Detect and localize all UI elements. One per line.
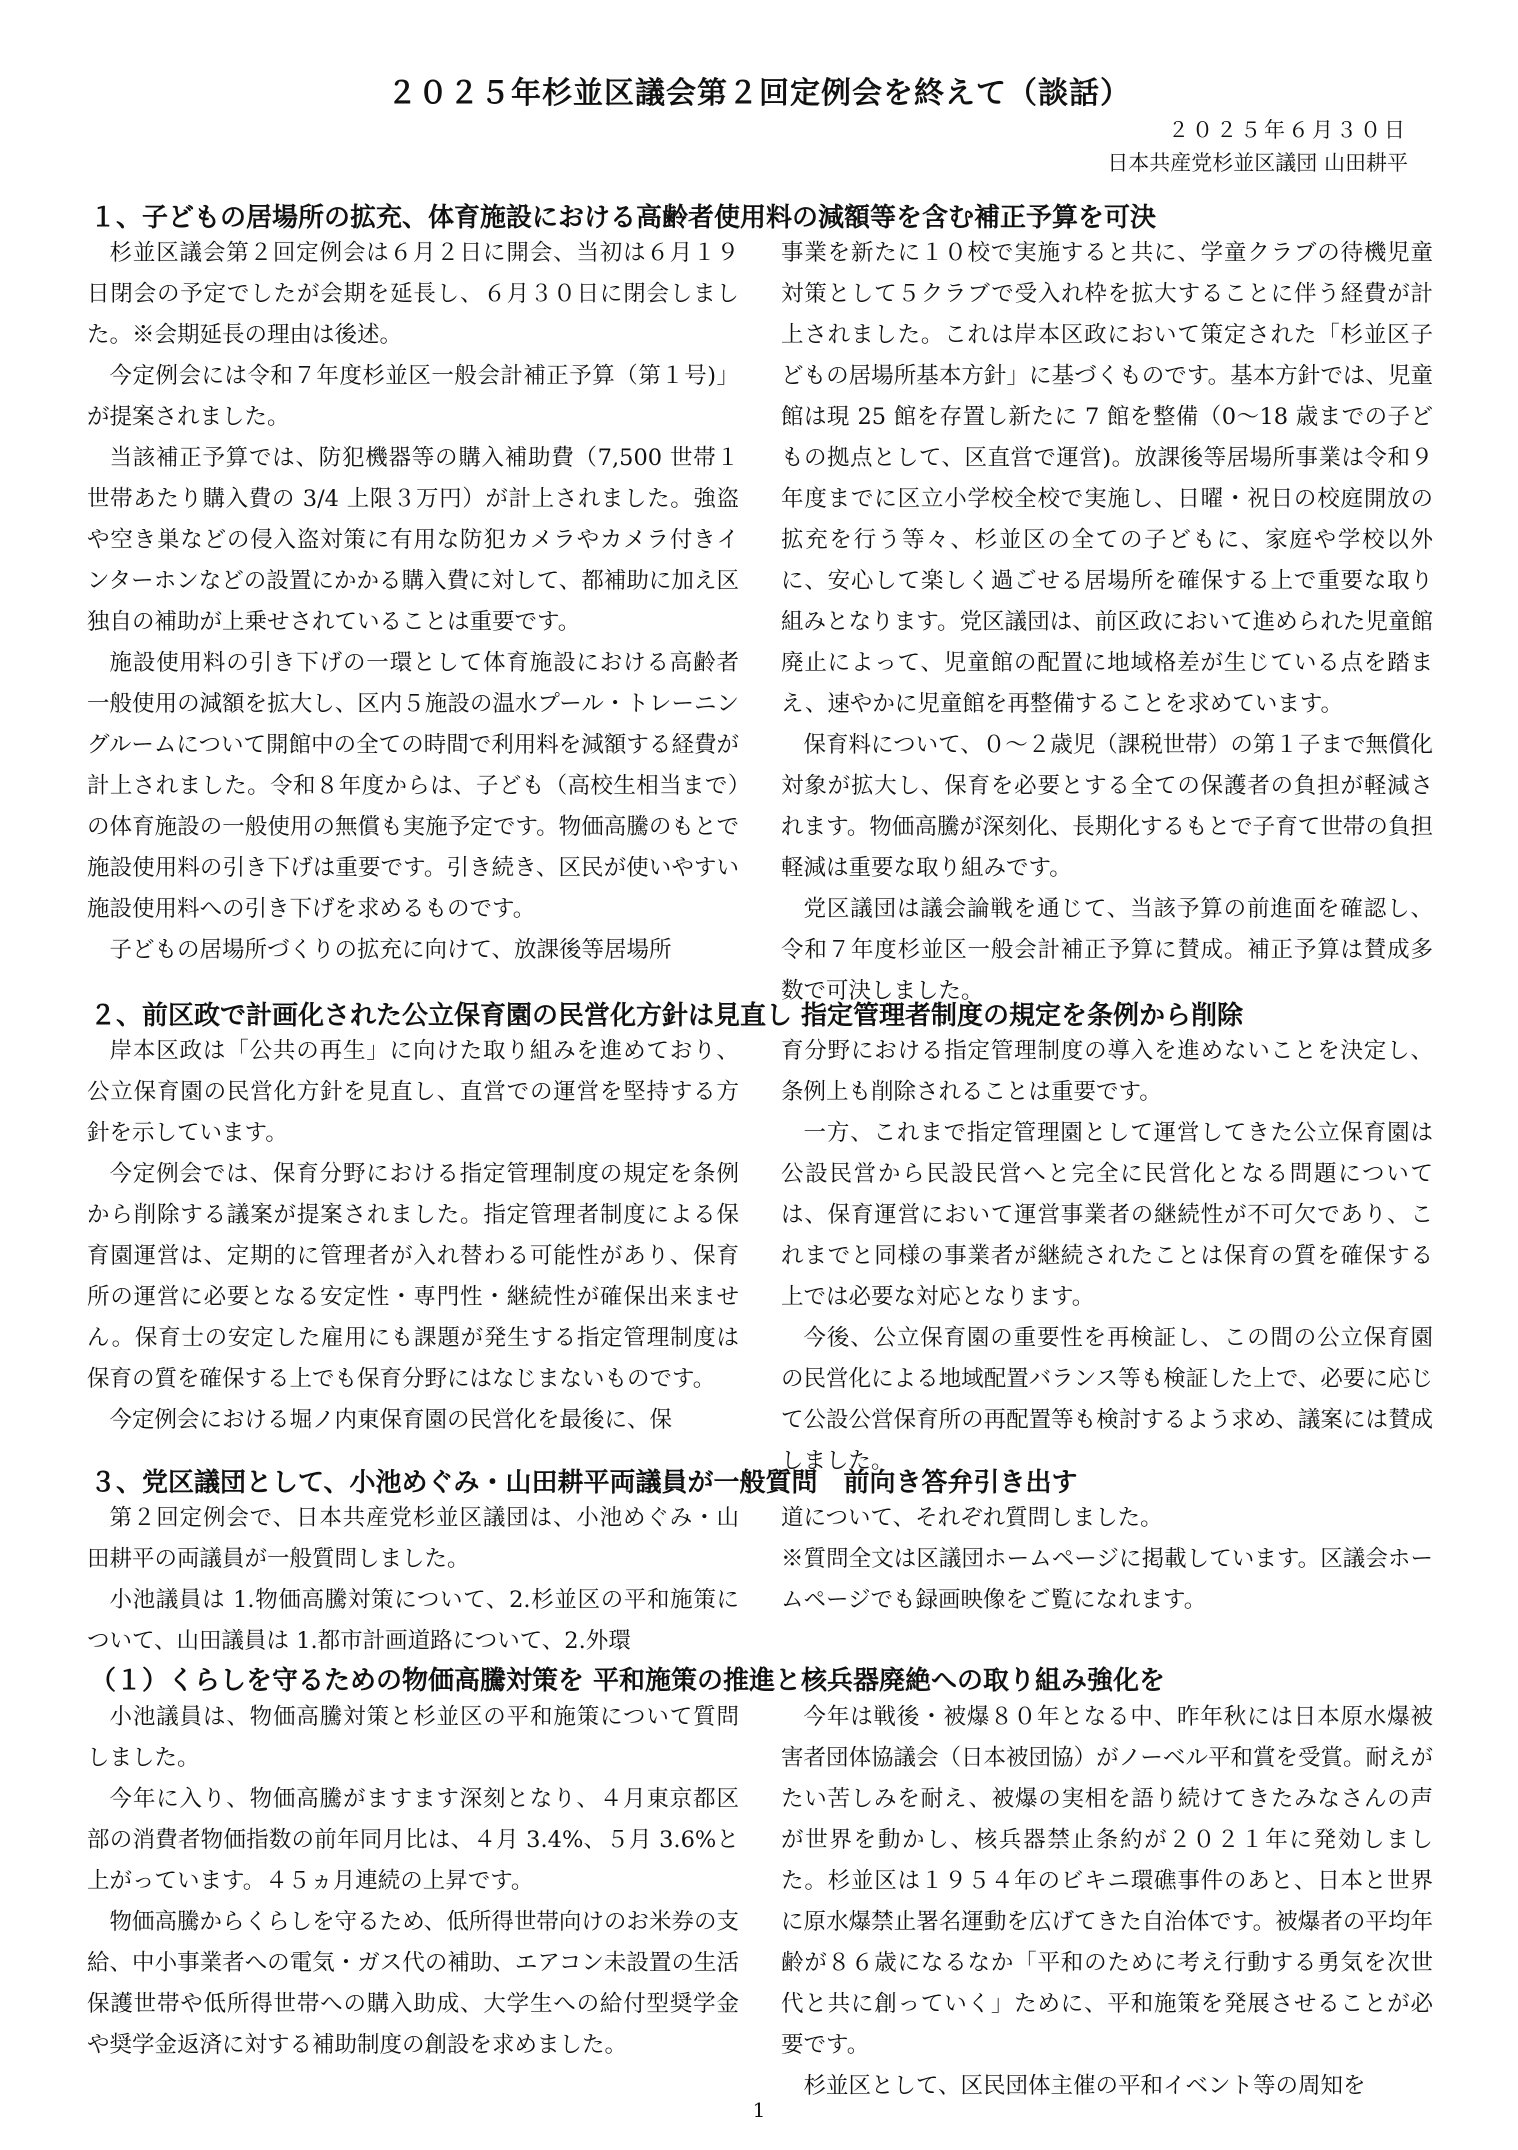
section-body-right — [781, 1498, 1433, 1621]
section-heading: １、子どもの居場所の拡充、体育施設における高齢者使用料の減額等を含む補正予算を可決 — [90, 203, 1157, 233]
section-body-left — [87, 233, 739, 971]
paragraph: 今定例会には令和７年度杉並区一般会計補正予算（第１号)」が提案されました。 — [87, 363, 739, 430]
document-title: ２０２５年杉並区議会第２回定例会を終えて（談話） — [387, 76, 1131, 111]
paragraph: 保育料について、０〜２歳児（課税世帯）の第１子まで無償化対象が拡大し、保育を必要とする全ての保護者の負担が軽減されます。物価高騰が深刻化、長期化するもとで子育て世帯の負担軽減は重要な取り組みです。 — [781, 732, 1433, 881]
section-body-right — [781, 233, 1433, 1012]
paragraph: 今年に入り、物価高騰がますます深刻となり、４月東京都区部の消費者物価指数の前年同月比は、４月 3.4%、５月 3.6%と上がっています。４５ヵ月連続の上昇です。 — [87, 1786, 739, 1894]
paragraph: 小池議員は、物価高騰対策と杉並区の平和施策について質問しました。 — [87, 1704, 739, 1771]
section-body-right — [781, 1031, 1433, 1482]
section-body-right — [781, 1697, 1433, 2107]
paragraph: 道について、それぞれ質問しました。 — [781, 1505, 1163, 1531]
section-body-left — [87, 1697, 739, 2066]
paragraph: 事業を新たに１０校で実施すると共に、学童クラブの待機児童対策として５クラブで受入れ枠を拡大することに伴う経費が計上されました。これは岸本区政において策定された「杉並区子どもの居場所基本方針」に基づくものです。基本方針では、児童館は現 25 館を存置し新たに 7 館を整備（0〜18 歳までの子どもの拠点として、区直営で運営)。放課後等居場所事業は令和９年度までに区立小学校全校で実施し、日曜・祝日の校庭開放の拡充を行う等々、杉並区の全ての子どもに、家庭や学校以外に、安心して楽しく過ごせる居場所を確保する上で重要な取り組みとなります。党区議団は、前区政において進められた児童館廃止によって、児童館の配置に地域格差が生じている点を踏まえ、速やかに児童館を再整備することを求めています。 — [781, 240, 1433, 717]
document-author: 日本共産党杉並区議団 山田耕平 — [1107, 151, 1408, 175]
paragraph: 杉並区議会第２回定例会は６月２日に開会、当初は６月１９日閉会の予定でしたが会期を延長し、６月３０日に閉会しました。※会期延長の理由は後述。 — [87, 240, 739, 348]
paragraph: 今後、公立保育園の重要性を再検証し、この間の公立保育園の民営化による地域配置バランス等も検証した上で、必要に応じて公設公営保育所の再配置等も検討するよう求め、議案には賛成しました。 — [781, 1325, 1433, 1474]
paragraph: 今年は戦後・被爆８０年となる中、昨年秋には日本原水爆被害者団体協議会（日本被団協）がノーベル平和賞を受賞。耐えがたい苦しみを耐え、被爆の実相を語り続けてきたみなさんの声が世界を動かし、核兵器禁止条約が２０２１年に発効しました。杉並区は１９５４年のビキニ環礁事件のあと、日本と世界に原水爆禁止署名運動を広げてきた自治体です。被爆者の平均年齢が８６歳になるなか「平和のために考え行動する勇気を次世代と共に創っていく」ために、平和施策を発展させることが必要です。 — [781, 1704, 1433, 2058]
paragraph: 杉並区として、区民団体主催の平和イベント等の周知を — [803, 2073, 1366, 2099]
paragraph: 子どもの居場所づくりの拡充に向けて、放課後等居場所 — [109, 937, 672, 963]
paragraph: 一方、これまで指定管理園として運営してきた公立保育園は公設民営から民設民営へと完全に民営化となる問題については、保育運営において運営事業者の継続性が不可欠であり、これまでと同様の事業者が継続されたことは保育の質を確保する上では必要な対応となります。 — [781, 1120, 1433, 1310]
page-number: 1 — [752, 2098, 766, 2122]
paragraph: 今定例会における堀ノ内東保育園の民営化を最後に、保 — [109, 1407, 673, 1433]
section-body-left — [87, 1498, 739, 1662]
section-heading: ２、前区政で計画化された公立保育園の民営化方針は見直し 指定管理者制度の規定を条例から削除 — [90, 1001, 1244, 1031]
section-body-left — [87, 1031, 739, 1441]
document-date: ２０２５年６月３０日 — [1168, 118, 1408, 142]
paragraph: 施設使用料の引き下げの一環として体育施設における高齢者一般使用の減額を拡大し、区内５施設の温水プール・トレーニングルームについて開館中の全ての時間で利用料を減額する経費が計上されました。令和８年度からは、子ども（高校生相当まで）の体育施設の一般使用の無償も実施予定です。物価高騰のもとで施設使用料の引き下げは重要です。引き続き、区民が使いやすい施設使用料への引き下げを求めるものです。 — [87, 650, 739, 922]
subsection-heading: （１）くらしを守るための物価高騰対策を 平和施策の推進と核兵器廃絶への取り組み強化を — [90, 1666, 1166, 1696]
paragraph: 今定例会では、保育分野における指定管理制度の規定を条例から削除する議案が提案されました。指定管理者制度による保育園運営は、定期的に管理者が入れ替わる可能性があり、保育所の運営に必要となる安定性・専門性・継続性が確保出来ません。保育士の安定した雇用にも課題が発生する指定管理制度は保育の質を確保する上でも保育分野にはなじまないものです。 — [87, 1161, 739, 1392]
paragraph: 岸本区政は「公共の再生」に向けた取り組みを進めており、公立保育園の民営化方針を見直し、直営での運営を堅持する方針を示しています。 — [87, 1038, 739, 1146]
paragraph: 小池議員は 1.物価高騰対策について、2.杉並区の平和施策について、山田議員は 1.都市計画道路について、2.外環 — [87, 1587, 739, 1654]
paragraph: 物価高騰からくらしを守るため、低所得世帯向けのお米券の支給、中小事業者への電気・ガス代の補助、エアコン未設置の生活保護世帯や低所得世帯への購入助成、大学生への給付型奨学金や奨学金返済に対する補助制度の創設を求めました。 — [87, 1909, 739, 2058]
paragraph: 当該補正予算では、防犯機器等の購入補助費（7,500 世帯１世帯あたり購入費の 3/4 上限３万円）が計上されました。強盗や空き巣などの侵入盗対策に有用な防犯カメラやカメラ付きインターホンなどの設置にかかる購入費に対して、都補助に加え区独自の補助が上乗せされていることは重要です。 — [87, 445, 739, 635]
paragraph: ※質問全文は区議団ホームページに掲載しています。区議会ホームページでも録画映像をご覧になれます。 — [781, 1546, 1433, 1613]
paragraph: 育分野における指定管理制度の導入を進めないことを決定し、条例上も削除されることは重要です。 — [781, 1038, 1433, 1105]
paragraph: 党区議団は議会論戦を通じて、当該予算の前進面を確認し、令和７年度杉並区一般会計補正予算に賛成。補正予算は賛成多数で可決しました。 — [781, 896, 1433, 1004]
section-heading: ３、党区議団として、小池めぐみ・山田耕平両議員が一般質問 前向き答弁引き出す — [90, 1468, 1078, 1498]
paragraph: 第２回定例会で、日本共産党杉並区議団は、小池めぐみ・山田耕平の両議員が一般質問しました。 — [87, 1505, 739, 1572]
